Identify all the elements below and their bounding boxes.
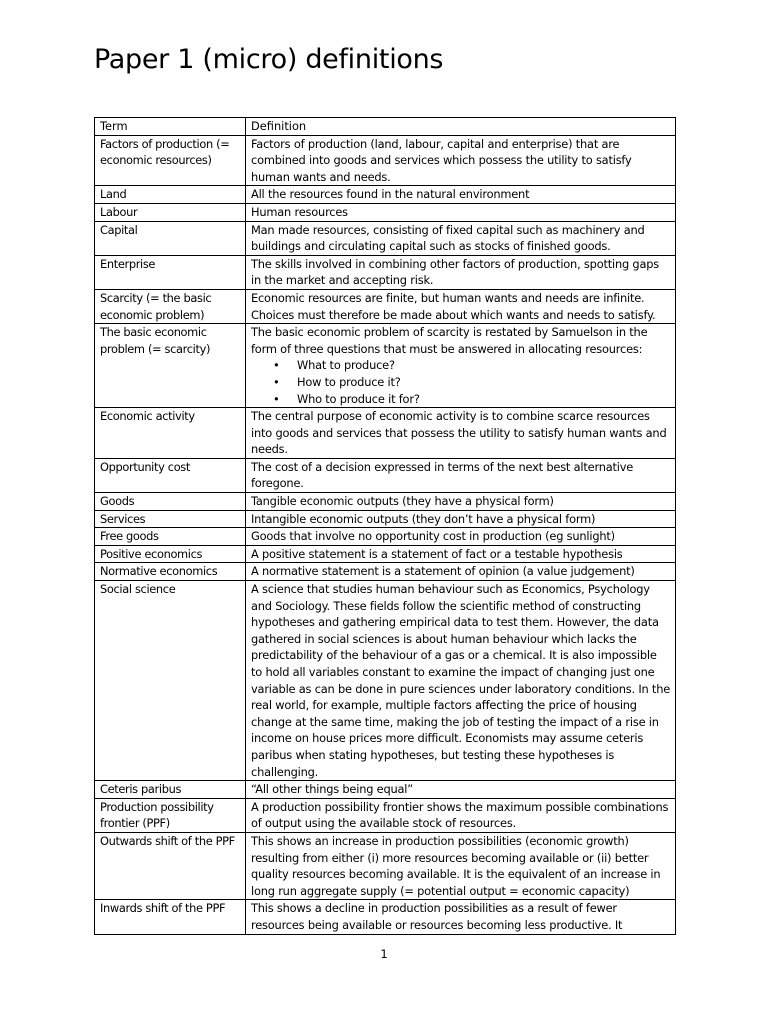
term-cell: Services xyxy=(95,510,246,528)
term-cell: Enterprise xyxy=(95,255,246,289)
term-cell: Economic activity xyxy=(95,408,246,459)
term-cell: Social science xyxy=(95,581,246,781)
definition-cell: Man made resources, consisting of fixed capital such as machinery and buildings and circulating capital such as stocks of finished goods. xyxy=(246,221,676,255)
definition-cell: This shows an increase in production possibilities (economic growth) resulting from either (i) more resources becoming available or (ii) better quality resources becoming available. It is the equivalent of an increase in long run aggregate supply (= potential output = economic capacity) xyxy=(246,832,676,899)
table-header-row xyxy=(95,118,676,136)
term-cell: Capital xyxy=(95,221,246,255)
table-row xyxy=(95,186,676,204)
definitions-table xyxy=(94,117,676,935)
bullet-item: • Who to produce it for? xyxy=(297,391,671,408)
term-cell: Opportunity cost xyxy=(95,458,246,492)
term-cell: Outwards shift of the PPF xyxy=(95,832,246,899)
term-cell: Normative economics xyxy=(95,563,246,581)
bullet-item: • What to produce? xyxy=(297,357,671,374)
term-cell: Scarcity (= the basic economic problem) xyxy=(95,289,246,323)
table-row xyxy=(95,493,676,511)
table-row xyxy=(95,458,676,492)
definition-cell: A science that studies human behaviour such as Economics, Psychology and Sociology. These fields follow the scientific method of constructing hypotheses and gathering empirical data to test them. However, the data gathered in social sciences is about human behaviour which lacks the predictability of the behaviour of a gas or a chemical. It is also impossible to hold all variables constant to examine the impact of changing just one variable as can be done in pure sciences under laboratory conditions. In the real world, for example, multiple factors affecting the price of housing change at the same time, making the job of testing the impact of a rise in income on house prices more difficult. Economists may assume ceteris paribus when stating hypotheses, but testing these hypotheses is challenging. xyxy=(246,581,676,781)
table-row xyxy=(95,545,676,563)
definition-cell: This shows a decline in production possibilities as a result of fewer resources being available or resources becoming less productive. It xyxy=(246,900,676,934)
table-row xyxy=(95,203,676,221)
definition-cell: “All other things being equal” xyxy=(246,781,676,799)
definition-cell: Human resources xyxy=(246,203,676,221)
term-cell: Positive economics xyxy=(95,545,246,563)
definition-cell: Tangible economic outputs (they have a physical form) xyxy=(246,493,676,511)
definition-cell: Goods that involve no opportunity cost in production (eg sunlight) xyxy=(246,528,676,546)
definition-cell: A normative statement is a statement of opinion (a value judgement) xyxy=(246,563,676,581)
definition-cell: Factors of production (land, labour, capital and enterprise) that are combined into goods and services which possess the utility to satisfy human wants and needs. xyxy=(246,135,676,186)
table-row xyxy=(95,324,676,408)
term-cell: Ceteris paribus xyxy=(95,781,246,799)
table-row xyxy=(95,781,676,799)
definition-cell: The skills involved in combining other factors of production, spotting gaps in the market and accepting risk. xyxy=(246,255,676,289)
term-cell: Labour xyxy=(95,203,246,221)
term-cell: Goods xyxy=(95,493,246,511)
definition-cell xyxy=(246,324,676,408)
term-cell: The basic economic problem (= scarcity) xyxy=(95,324,246,408)
term-cell: Land xyxy=(95,186,246,204)
term-cell: Inwards shift of the PPF xyxy=(95,900,246,934)
definition-cell: A positive statement is a statement of fact or a testable hypothesis xyxy=(246,545,676,563)
definition-cell: The cost of a decision expressed in terms of the next best alternative foregone. xyxy=(246,458,676,492)
definition-cell: Intangible economic outputs (they don’t have a physical form) xyxy=(246,510,676,528)
bullet-list xyxy=(251,357,671,407)
table-row xyxy=(95,581,676,781)
table-row xyxy=(95,408,676,459)
table-row xyxy=(95,563,676,581)
term-cell: Factors of production (= economic resources) xyxy=(95,135,246,186)
table-row xyxy=(95,255,676,289)
table-row xyxy=(95,528,676,546)
term-cell: Free goods xyxy=(95,528,246,546)
definition-cell: All the resources found in the natural environment xyxy=(246,186,676,204)
definition-cell: A production possibility frontier shows the maximum possible combinations of output using the available stock of resources. xyxy=(246,798,676,832)
column-header-term: Term xyxy=(95,118,246,136)
definition-cell: Economic resources are finite, but human wants and needs are infinite. Choices must therefore be made about which wants and needs to satisfy. xyxy=(246,289,676,323)
definition-text: The basic economic problem of scarcity is restated by Samuelson in the form of three questions that must be answered in allocating resources: xyxy=(251,325,648,356)
table-row xyxy=(95,900,676,934)
column-header-definition: Definition xyxy=(246,118,676,136)
page-title: Paper 1 (micro) definitions xyxy=(94,44,444,75)
table-row xyxy=(95,832,676,899)
bullet-item: • How to produce it? xyxy=(297,374,671,391)
table-row xyxy=(95,510,676,528)
page-number: 1 xyxy=(380,947,388,961)
table-row xyxy=(95,289,676,323)
definition-cell: The central purpose of economic activity is to combine scarce resources into goods and services that possess the utility to satisfy human wants and needs. xyxy=(246,408,676,459)
table-row xyxy=(95,798,676,832)
table-row xyxy=(95,221,676,255)
table-row xyxy=(95,135,676,186)
term-cell: Production possibility frontier (PPF) xyxy=(95,798,246,832)
